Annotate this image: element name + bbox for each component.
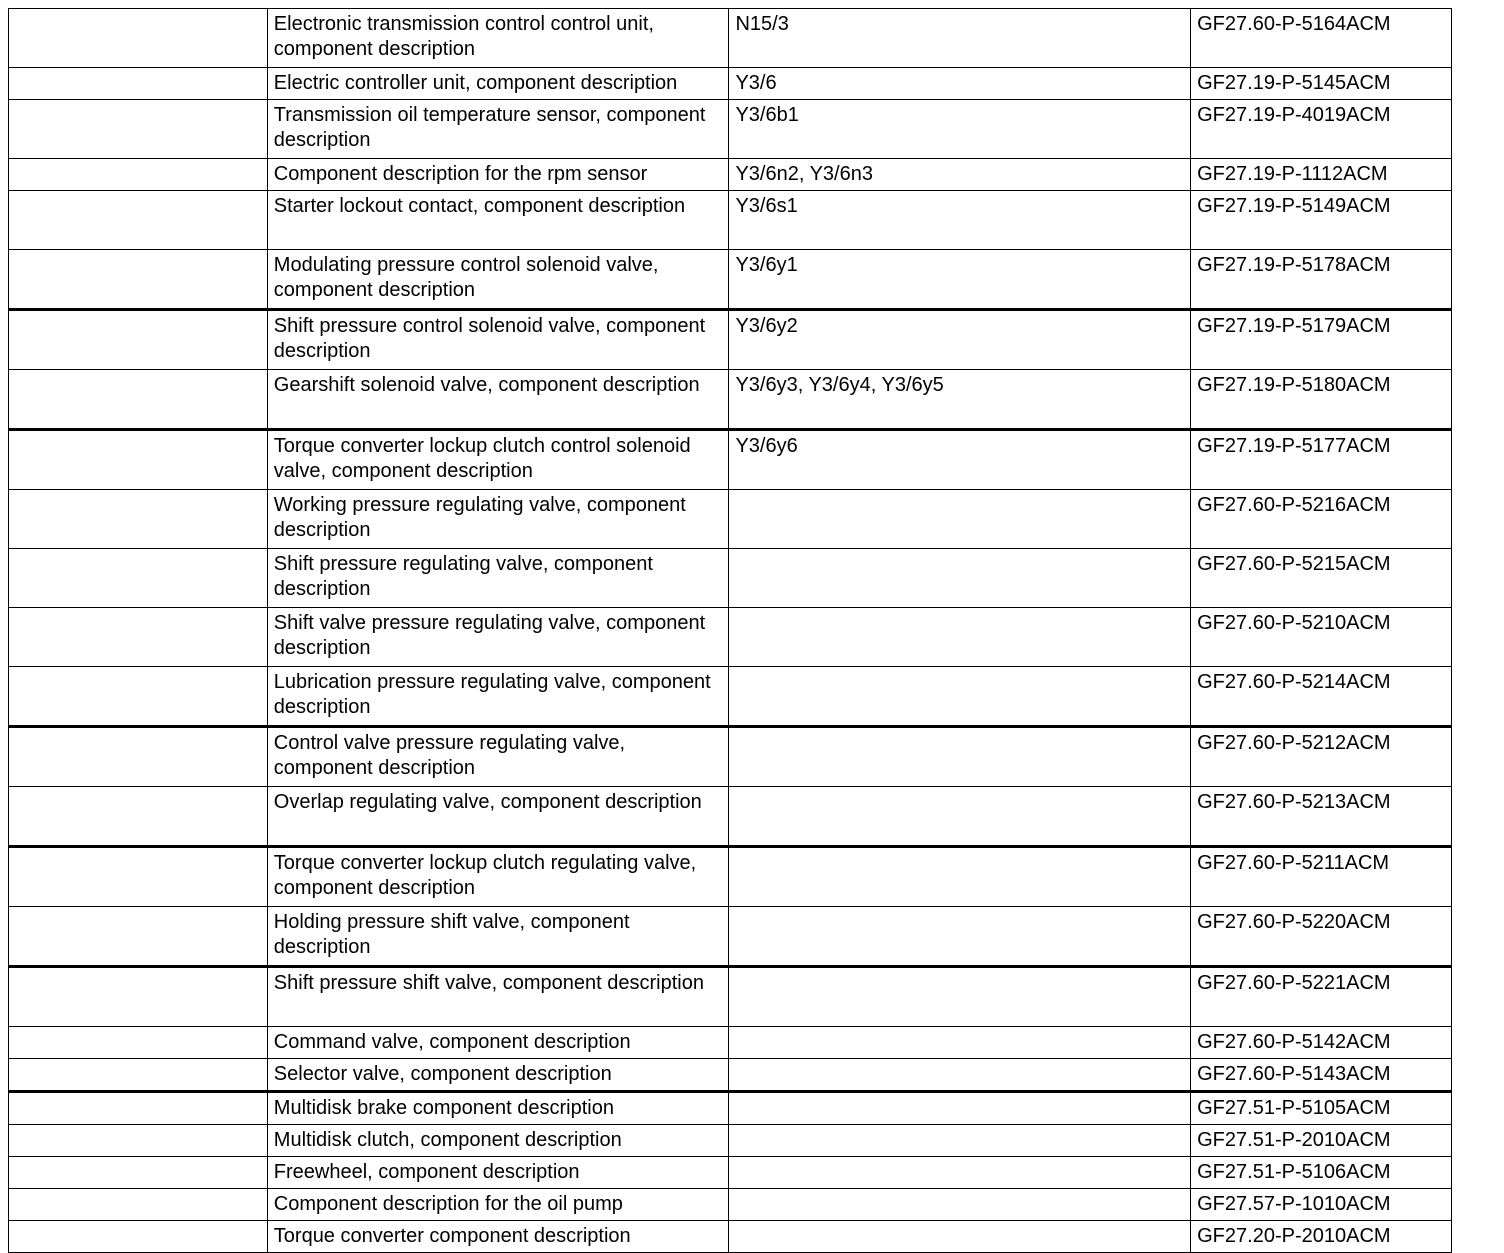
table-row	[9, 1059, 1452, 1092]
blank-cell	[9, 250, 268, 310]
designation-cell	[729, 967, 1191, 1027]
description-cell: Electronic transmission control control unit, component description	[267, 9, 729, 68]
table-row	[9, 1092, 1452, 1125]
blank-cell	[9, 1157, 268, 1189]
table-row	[9, 68, 1452, 100]
designation-cell: Y3/6n2, Y3/6n3	[729, 159, 1191, 191]
blank-cell	[9, 1027, 268, 1059]
document-number-cell[interactable]: GF27.60-P-5142ACM	[1191, 1027, 1452, 1059]
document-number-cell[interactable]: GF27.19-P-5145ACM	[1191, 68, 1452, 100]
document-number-cell[interactable]: GF27.19-P-5177ACM	[1191, 430, 1452, 490]
table-row	[9, 1221, 1452, 1253]
blank-cell	[9, 907, 268, 967]
blank-cell	[9, 1221, 268, 1253]
designation-cell	[729, 549, 1191, 608]
blank-cell	[9, 1189, 268, 1221]
document-number-cell[interactable]: GF27.19-P-5179ACM	[1191, 310, 1452, 370]
document-number-cell[interactable]: GF27.19-P-4019ACM	[1191, 100, 1452, 159]
description-cell: Shift pressure regulating valve, component description	[267, 549, 729, 608]
table-row	[9, 100, 1452, 159]
designation-cell: Y3/6	[729, 68, 1191, 100]
blank-cell	[9, 727, 268, 787]
table-row	[9, 1189, 1452, 1221]
table-row	[9, 907, 1452, 967]
description-cell: Overlap regulating valve, component description	[267, 787, 729, 847]
document-number-cell[interactable]: GF27.19-P-5149ACM	[1191, 191, 1452, 250]
document-number-cell[interactable]: GF27.60-P-5213ACM	[1191, 787, 1452, 847]
blank-cell	[9, 430, 268, 490]
designation-cell	[729, 907, 1191, 967]
description-cell: Holding pressure shift valve, component description	[267, 907, 729, 967]
designation-cell	[729, 1221, 1191, 1253]
blank-cell	[9, 1125, 268, 1157]
table-row	[9, 191, 1452, 250]
document-number-cell[interactable]: GF27.60-P-5216ACM	[1191, 490, 1452, 549]
designation-cell: Y3/6y2	[729, 310, 1191, 370]
blank-cell	[9, 370, 268, 430]
description-cell: Component description for the oil pump	[267, 1189, 729, 1221]
designation-cell	[729, 608, 1191, 667]
designation-cell	[729, 1092, 1191, 1125]
blank-cell	[9, 847, 268, 907]
table-row	[9, 787, 1452, 847]
document-number-cell[interactable]: GF27.60-P-5211ACM	[1191, 847, 1452, 907]
description-cell: Shift valve pressure regulating valve, component description	[267, 608, 729, 667]
designation-cell	[729, 727, 1191, 787]
blank-cell	[9, 9, 268, 68]
table-row	[9, 1125, 1452, 1157]
blank-cell	[9, 1092, 268, 1125]
table-row	[9, 667, 1452, 727]
description-cell: Component description for the rpm sensor	[267, 159, 729, 191]
table-row	[9, 9, 1452, 68]
document-number-cell[interactable]: GF27.51-P-5106ACM	[1191, 1157, 1452, 1189]
document-number-cell[interactable]: GF27.57-P-1010ACM	[1191, 1189, 1452, 1221]
document-number-cell[interactable]: GF27.60-P-5215ACM	[1191, 549, 1452, 608]
blank-cell	[9, 191, 268, 250]
description-cell: Lubrication pressure regulating valve, component description	[267, 667, 729, 727]
table-row	[9, 430, 1452, 490]
description-cell: Multidisk clutch, component description	[267, 1125, 729, 1157]
document-number-cell[interactable]: GF27.51-P-5105ACM	[1191, 1092, 1452, 1125]
document-number-cell[interactable]: GF27.60-P-5214ACM	[1191, 667, 1452, 727]
blank-cell	[9, 549, 268, 608]
designation-cell: Y3/6y6	[729, 430, 1191, 490]
designation-cell	[729, 1189, 1191, 1221]
table-row	[9, 250, 1452, 310]
table-row	[9, 490, 1452, 549]
description-cell: Torque converter lockup clutch control solenoid valve, component description	[267, 430, 729, 490]
document-number-cell[interactable]: GF27.60-P-5143ACM	[1191, 1059, 1452, 1092]
designation-cell	[729, 1125, 1191, 1157]
blank-cell	[9, 100, 268, 159]
blank-cell	[9, 310, 268, 370]
designation-cell: Y3/6s1	[729, 191, 1191, 250]
table-row	[9, 847, 1452, 907]
designation-cell	[729, 787, 1191, 847]
document-number-cell[interactable]: GF27.60-P-5212ACM	[1191, 727, 1452, 787]
description-cell: Working pressure regulating valve, component description	[267, 490, 729, 549]
table-body	[9, 9, 1452, 1253]
table-row	[9, 370, 1452, 430]
description-cell: Multidisk brake component description	[267, 1092, 729, 1125]
document-number-cell[interactable]: GF27.19-P-1112ACM	[1191, 159, 1452, 191]
description-cell: Gearshift solenoid valve, component description	[267, 370, 729, 430]
component-reference-table	[8, 8, 1452, 1253]
designation-cell: Y3/6y1	[729, 250, 1191, 310]
table-row	[9, 608, 1452, 667]
description-cell: Electric controller unit, component description	[267, 68, 729, 100]
description-cell: Transmission oil temperature sensor, component description	[267, 100, 729, 159]
table-row	[9, 549, 1452, 608]
table-row	[9, 727, 1452, 787]
designation-cell	[729, 1157, 1191, 1189]
description-cell: Torque converter lockup clutch regulating valve, component description	[267, 847, 729, 907]
document-number-cell[interactable]: GF27.60-P-5220ACM	[1191, 907, 1452, 967]
table-row	[9, 1027, 1452, 1059]
designation-cell: N15/3	[729, 9, 1191, 68]
blank-cell	[9, 159, 268, 191]
description-cell: Torque converter component description	[267, 1221, 729, 1253]
document-number-cell[interactable]: GF27.60-P-5164ACM	[1191, 9, 1452, 68]
description-cell: Shift pressure control solenoid valve, component description	[267, 310, 729, 370]
table-row	[9, 310, 1452, 370]
blank-cell	[9, 667, 268, 727]
document-number-cell[interactable]: GF27.60-P-5210ACM	[1191, 608, 1452, 667]
description-cell: Freewheel, component description	[267, 1157, 729, 1189]
description-cell: Starter lockout contact, component description	[267, 191, 729, 250]
document-number-cell[interactable]: GF27.51-P-2010ACM	[1191, 1125, 1452, 1157]
table-row	[9, 967, 1452, 1027]
description-cell: Selector valve, component description	[267, 1059, 729, 1092]
blank-cell	[9, 1059, 268, 1092]
designation-cell: Y3/6b1	[729, 100, 1191, 159]
designation-cell	[729, 1027, 1191, 1059]
table-row	[9, 1157, 1452, 1189]
description-cell: Control valve pressure regulating valve, component description	[267, 727, 729, 787]
blank-cell	[9, 787, 268, 847]
designation-cell	[729, 490, 1191, 549]
document-number-cell[interactable]: GF27.20-P-2010ACM	[1191, 1221, 1452, 1253]
blank-cell	[9, 967, 268, 1027]
designation-cell	[729, 847, 1191, 907]
document-number-cell[interactable]: GF27.19-P-5180ACM	[1191, 370, 1452, 430]
document-number-cell[interactable]: GF27.19-P-5178ACM	[1191, 250, 1452, 310]
description-cell: Shift pressure shift valve, component description	[267, 967, 729, 1027]
blank-cell	[9, 68, 268, 100]
designation-cell	[729, 1059, 1191, 1092]
designation-cell	[729, 667, 1191, 727]
blank-cell	[9, 490, 268, 549]
designation-cell: Y3/6y3, Y3/6y4, Y3/6y5	[729, 370, 1191, 430]
table-row	[9, 159, 1452, 191]
description-cell: Modulating pressure control solenoid valve, component description	[267, 250, 729, 310]
document-number-cell[interactable]: GF27.60-P-5221ACM	[1191, 967, 1452, 1027]
blank-cell	[9, 608, 268, 667]
description-cell: Command valve, component description	[267, 1027, 729, 1059]
